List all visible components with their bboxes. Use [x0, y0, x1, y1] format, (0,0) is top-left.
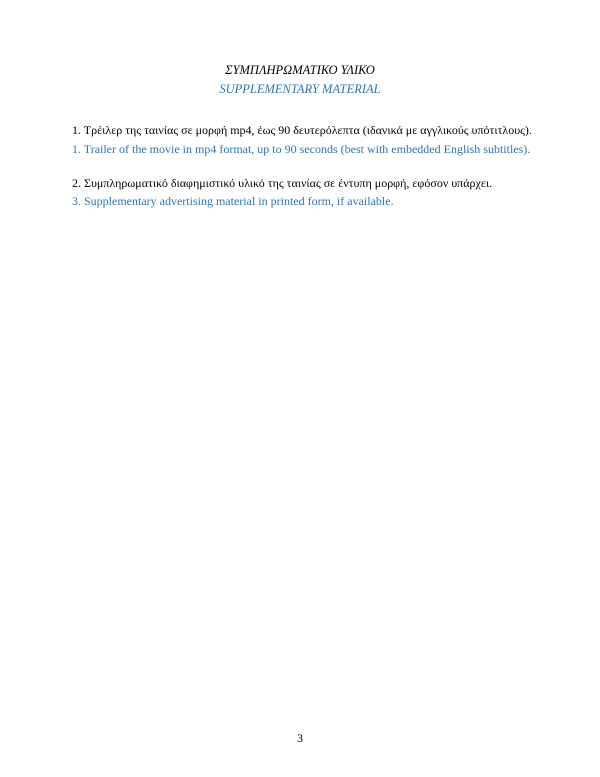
- heading-english: SUPPLEMENTARY MATERIAL: [219, 82, 381, 96]
- page-number: 3: [297, 731, 303, 745]
- item-2-english: 3. Supplementary advertising material in printed form, if available.: [72, 194, 394, 208]
- item-1-greek: 1. Τρέιλερ της ταινίας σε μορφή mp4, έως 90 δευτερόλεπτα (ιδανικά με αγγλικούς υπότιτλους).: [72, 123, 532, 137]
- heading-greek: ΣΥΜΠΛΗΡΩΜΑΤΙΚΟ ΥΛΙΚΟ: [225, 63, 375, 77]
- item-1-english: 1. Trailer of the movie in mp4 format, up to 90 seconds (best with embedded English subtitles).: [72, 142, 531, 156]
- item-2-greek: 2. Συμπληρωματικό διαφημιστικό υλικό της ταινίας σε έντυπη μορφή, εφόσον υπάρχει.: [72, 176, 493, 190]
